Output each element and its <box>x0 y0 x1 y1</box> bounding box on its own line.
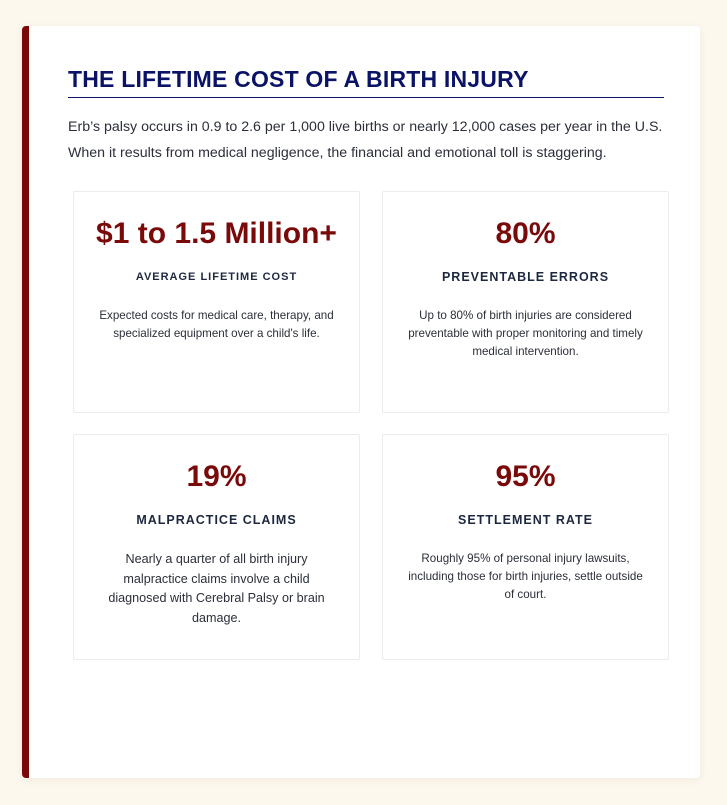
stat-card-settlement-rate <box>382 434 669 660</box>
stat-description: Up to 80% of birth injuries are considered preventable with proper monitoring and timely medical intervention. <box>408 309 643 358</box>
stat-value: 80% <box>495 217 556 250</box>
stat-value: 95% <box>495 460 556 493</box>
stat-value: 19% <box>186 460 247 493</box>
stat-label: AVERAGE LIFETIME COST <box>135 271 298 283</box>
stat-card-lifetime-cost <box>73 191 360 413</box>
stat-value: $1 to 1.5 Million+ <box>96 217 337 250</box>
info-card <box>22 26 700 778</box>
stat-label: MALPRACTICE CLAIMS <box>136 513 297 527</box>
page-title: THE LIFETIME COST OF A BIRTH INJURY <box>68 66 664 98</box>
stat-label: SETTLEMENT RATE <box>458 513 593 527</box>
stat-card-preventable-errors <box>382 191 669 413</box>
stat-description: Nearly a quarter of all birth injury malpractice claims involve a child diagnosed with Cerebral Palsy or brain damage. <box>108 552 325 625</box>
intro-paragraph: Erb’s palsy occurs in 0.9 to 2.6 per 1,000 live births or nearly 12,000 cases per year in the U.S. When it results from medical negligence, the financial and emotional toll is staggering. <box>68 119 663 161</box>
stat-description: Roughly 95% of personal injury lawsuits, including those for birth injuries, settle outside of court. <box>408 552 643 601</box>
stat-description: Expected costs for medical care, therapy, and specialized equipment over a child's life. <box>99 309 334 340</box>
stat-label: PREVENTABLE ERRORS <box>441 270 610 284</box>
stat-card-malpractice-claims <box>73 434 360 660</box>
